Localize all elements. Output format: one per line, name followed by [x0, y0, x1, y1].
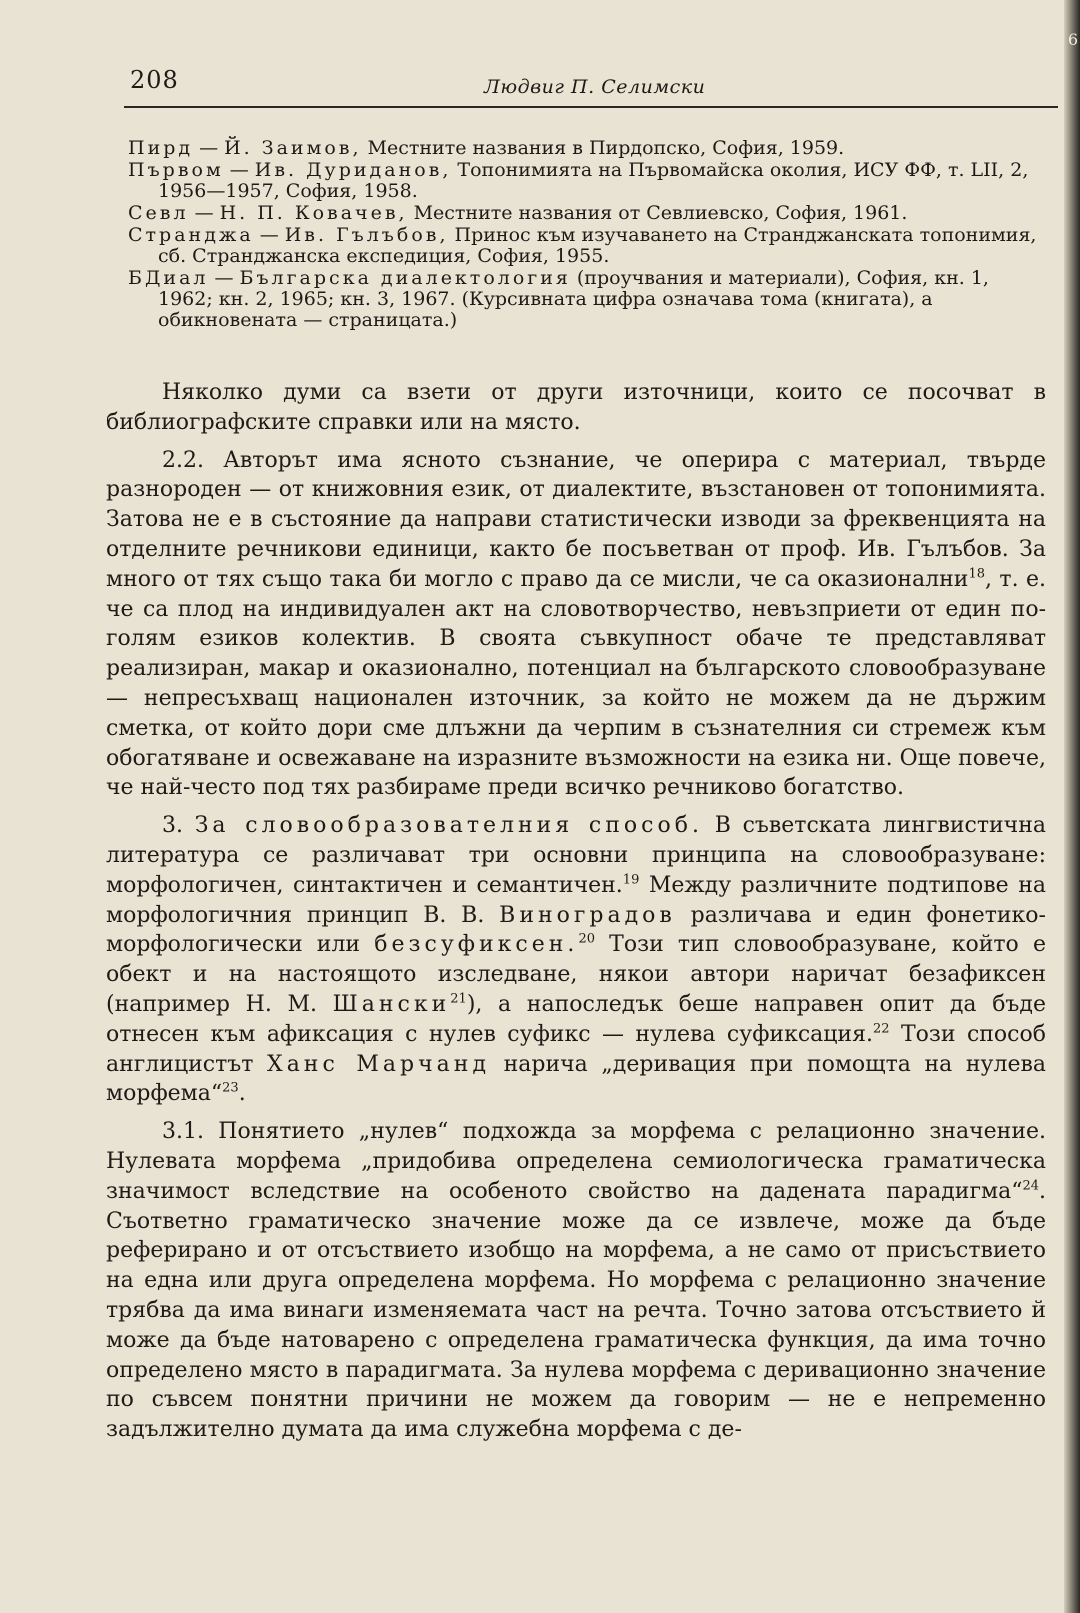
paragraph-text: В съветската лингвистична литература се различават три основни принципа на словообразуване: морфологичен, синтактичен и семантичен. — [106, 813, 1047, 898]
abbreviation-title: Принос към изучаването на Странджанската топонимия, сб. Странджанска експедиция, София, 1955. — [158, 224, 1037, 267]
abbreviation-list — [128, 138, 1048, 332]
abbreviation-separator: — — [199, 137, 219, 159]
paragraph-3 — [106, 811, 1046, 1109]
abbreviation-title: Топонимията на Първомайска околия, ИСУ ФФ, т. LII, 2, 1956—1957, София, 1958. — [158, 159, 1029, 202]
author-name: Шански — [332, 991, 451, 1017]
abbreviation-author: Н. П. Ковачев, — [219, 202, 408, 224]
abbreviation-key: Пирд — [128, 137, 194, 159]
abbreviation-separator: — — [229, 159, 249, 181]
paragraph-text: 3.1. Понятието „нулев“ подхожда за морфема с релационно значение. Нулевата морфема „придобива определена семиологическа граматическа значимост вследствие на особеното свойство на дадената парадигма“ — [106, 1119, 1046, 1204]
abbreviation-entry — [128, 225, 1048, 267]
footnote-ref: 22 — [872, 1021, 890, 1037]
abbreviation-key: Севл — [128, 202, 189, 224]
page-edge-shadow — [1064, 0, 1080, 1613]
footnote-ref: 20 — [578, 932, 595, 948]
paragraph-text: . — [238, 1081, 246, 1107]
page-header — [124, 62, 1058, 108]
abbreviation-entry — [128, 203, 1048, 224]
author-name: Ханс Марчанд — [267, 1051, 490, 1077]
paragraph-text: различава и един фонетико-морфологически или — [106, 902, 1046, 958]
paragraph-text: Този тип словообразуване, който е обект и на настоящото изследване, някои автори наричат безафиксен (например Н. М. — [106, 932, 1046, 1017]
paragraph-text: нарича „деривация при помощта на нулева морфема“ — [106, 1051, 1046, 1107]
abbreviation-author: Ив. Гълъбов, — [284, 224, 449, 246]
footnote-ref: 21 — [450, 991, 467, 1007]
abbreviation-title: Местните названия в Пирдопско, София, 1959. — [367, 137, 845, 159]
paragraph-2-2 — [106, 446, 1046, 804]
footnote-ref: 24 — [1022, 1178, 1039, 1194]
paragraph-text: Няколко думи са взети от други източници, които се посочват в библиографските справки или на място. — [106, 380, 1046, 435]
abbreviation-key: БДиал — [128, 267, 209, 289]
abbreviation-key: Странджа — [128, 224, 254, 246]
abbreviation-title: Местните названия от Севлиевско, София, 1961. — [413, 202, 908, 224]
paragraph-text: , т. е. че са плод на индивидуален акт на словотворчество, невъзприети от един по-голям езиков колектив. В своята съвкупност обаче те представляват реализиран, макар и оказионално, потенциал на българското словообразуване — непресъхващ национален източник, за който не можем да не държим сметка, от който дори сме длъжни да черпим в съзнателния си стремеж към обогатяване и освежаване на изразните възможности на езика ни. Още повече, че най-често под тях разбираме преди всичко речниково богатство. — [106, 566, 1047, 801]
abbreviation-key: Първом — [128, 159, 224, 181]
author-name: Виноградов — [499, 902, 676, 928]
abbreviation-entry — [128, 160, 1048, 202]
abbreviation-separator: — — [214, 267, 234, 289]
paragraph-sources — [106, 378, 1046, 438]
body-text — [106, 378, 1046, 1453]
abbreviation-separator: — — [259, 224, 279, 246]
paragraph-text: 2.2. Авторът има ясното съзнание, че оперира с материал, твърде разнороден — от книжовния език, от диалектите, възстановен от топонимията. Затова не е в състояние да направи статистически изводи за фреквенцията на отделните речникови единици, както бе посъветван от проф. Ив. Гълъбов. За много от тях също така би могло с право да се мисли, че са оказионални — [106, 447, 1046, 592]
abbreviation-entry — [128, 138, 1048, 159]
abbreviation-author: Ив. Дуриданов, — [254, 159, 452, 181]
page-number: 208 — [130, 66, 179, 94]
edge-glyph: 6 — [1067, 30, 1078, 49]
running-head: Людвиг П. Селимски — [484, 76, 706, 98]
abbreviation-author: Й. Заимов, — [224, 137, 362, 159]
term: безсуфиксен. — [374, 932, 579, 958]
section-number: 3. — [162, 813, 183, 839]
abbreviation-author: Българска диалектология — [239, 267, 571, 289]
paragraph-text: ), а напоследък беше направен опит да бъде отнесен към афиксация с нулев суфикс — нулева суфиксация. — [106, 991, 1046, 1047]
abbreviation-title: (проучвания и материали), София, кн. 1, 1962; кн. 2, 1965; кн. 3, 1967. (Курсивната цифра означава тома (книгата), а обикновената — страницата.) — [158, 267, 989, 331]
abbreviation-entry — [128, 268, 1048, 331]
footnote-ref: 19 — [622, 872, 640, 888]
section-heading: За словообразователния способ. — [194, 813, 703, 839]
paragraph-text: . Съответно граматическо значение може да се извлече, може да бъде реферирано и от отсъствието изобщо на морфема, а не само от присъствието на една или друга определена морфема. Но морфема с релационно значение трябва да има винаги изменяемата част на речта. Точно затова отсъствието й може да бъде натоварено с определена граматическа функция, да има точно определено място в парадигмата. За нулева морфема с деривационно значение по съвсем понятни причини не можем да говорим — не е непременно задължително думата да има служебна морфема с де- — [106, 1178, 1046, 1443]
footnote-ref: 18 — [968, 566, 985, 582]
paragraph-text: Този способ англицистът — [106, 1021, 1046, 1077]
paragraph-3-1 — [106, 1117, 1046, 1445]
paragraph-text: Между различните подтипове на морфологичния принцип В. В. — [106, 872, 1046, 928]
abbreviation-separator: — — [194, 202, 214, 224]
footnote-ref: 23 — [222, 1081, 239, 1096]
